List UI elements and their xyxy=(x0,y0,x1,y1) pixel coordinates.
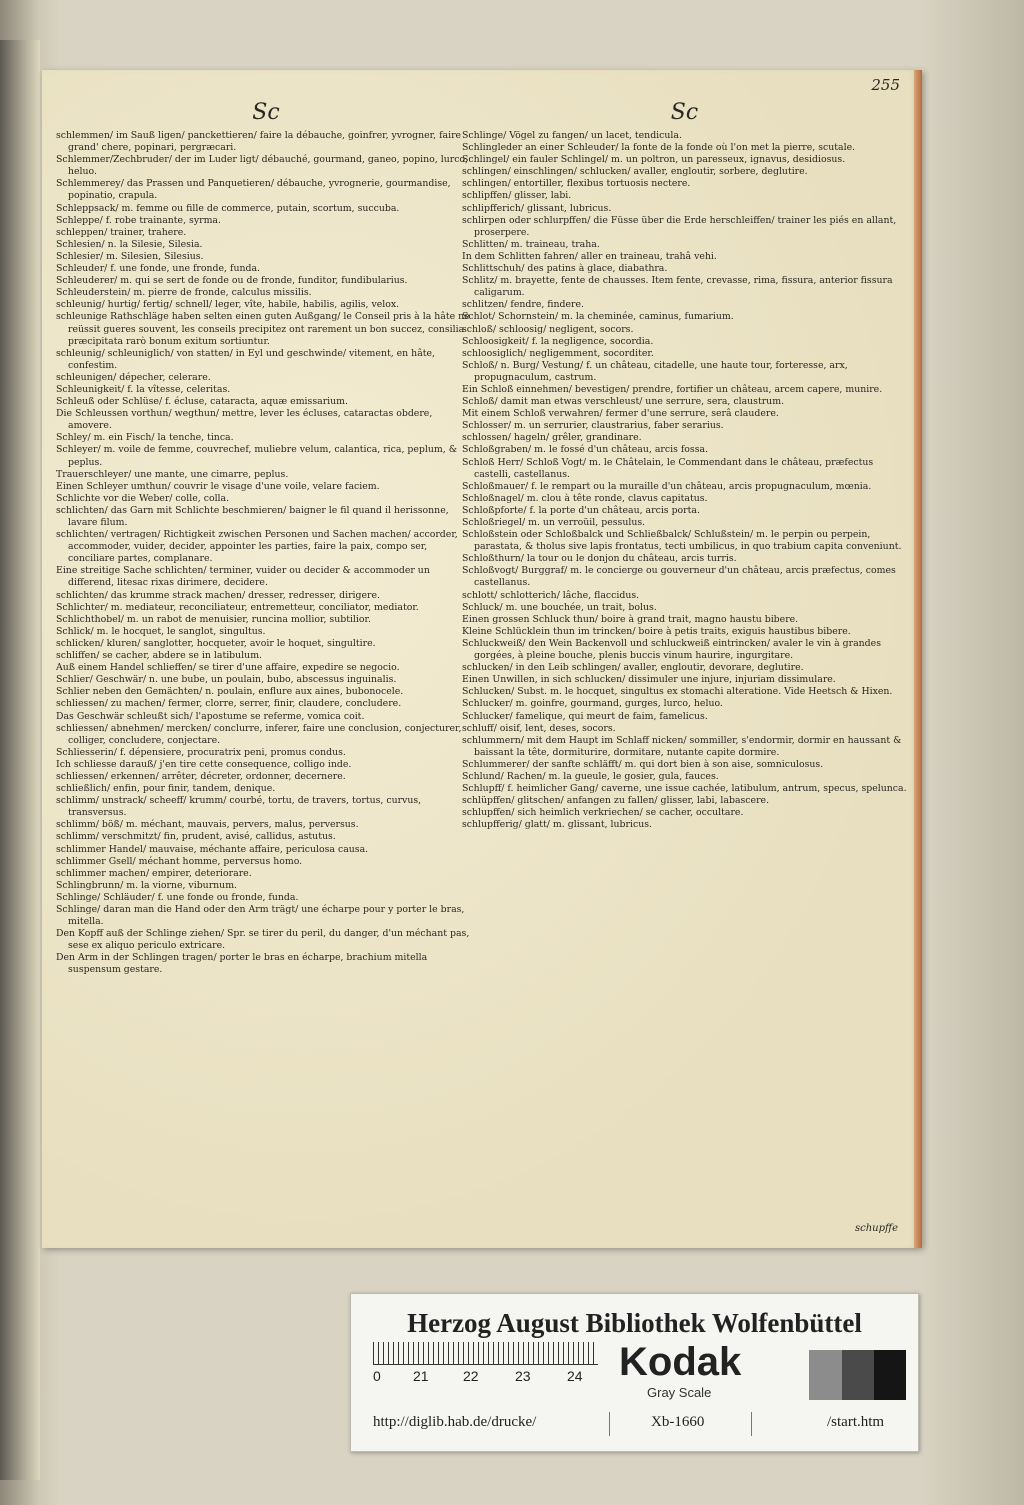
dictionary-entry: Schlier/ Geschwär/ n. une bube, un poulain, bubo, abscessus inguinalis. xyxy=(56,674,397,686)
gray-swatch xyxy=(874,1350,906,1400)
dictionary-entry: schlimmer machen/ empirer, deteriorare. xyxy=(56,867,252,879)
ruler-label: 22 xyxy=(463,1368,479,1384)
dictionary-entry: Schleuß oder Schlüse/ f. écluse, cataracta, aquæ emissarium. xyxy=(56,396,349,408)
dictionary-entry: Die Schleussen vorthun/ wegthun/ mettre, lever les écluses, cataractas obdere, amovere. xyxy=(56,408,433,432)
left-column xyxy=(56,100,476,977)
ruler-label: 21 xyxy=(413,1368,429,1384)
ruler-label: 24 xyxy=(567,1368,583,1384)
dictionary-entry: Schlosser/ m. un serrurier, claustrarius, faber serarius. xyxy=(462,420,724,432)
gray-scale-label: Gray Scale xyxy=(647,1385,712,1400)
dictionary-entry: Schleuderer/ m. qui se sert de fonde ou de fronde, funditor, fundibularius. xyxy=(56,275,408,287)
dictionary-entry: Schloosigkeit/ f. la negligence, socordia. xyxy=(462,335,654,347)
dictionary-entry: Schlinge/ daran man die Hand oder den Arm trägt/ une écharpe pour y porter le bras, mitella. xyxy=(56,904,465,928)
dictionary-entry: Schlick/ m. le hocquet, le sanglot, singultus. xyxy=(56,625,266,637)
dictionary-entry: schliessen/ abnehmen/ mercken/ conclurre, inferer, faire une conclusion, conjecturer, colliger, concludere, conjectare. xyxy=(56,722,462,746)
dictionary-entry: Den Kopff auß der Schlinge ziehen/ Spr. se tirer du peril, du danger, d'un méchant pas, sese ex aliquo periculo extricare. xyxy=(56,928,470,952)
dictionary-entry: schlichten/ vertragen/ Richtigkeit zwischen Personen und Sachen machen/ accorder, accommoder, vuider, decider, appointer les parties, faire la paix, compo ser, conciliare partes, complanare. xyxy=(56,529,458,565)
left-entry-list xyxy=(56,130,476,977)
dictionary-entry: Schlitz/ m. brayette, fente de chausses. Item fente, crevasse, rima, fissura, anterior fissura caligarum. xyxy=(462,275,893,299)
right-column-header: Sc xyxy=(670,100,699,125)
dictionary-entry: Schloß/ damit man etwas verschleust/ une serrure, sera, claustrum. xyxy=(462,396,785,408)
dictionary-entry: Schlichter/ m. mediateur, reconciliateur, entremetteur, conciliator, mediator. xyxy=(56,601,419,613)
dictionary-entry: Schleyer/ m. voile de femme, couvrechef, muliebre velum, calantica, rica, peplum, & peplus. xyxy=(56,444,458,468)
dictionary-entry: Auß einem Handel schlieffen/ se tirer d'une affaire, expedire se negocio. xyxy=(56,662,400,674)
page-number: 255 xyxy=(871,76,900,94)
dictionary-entry: schliessen/ zu machen/ fermer, clorre, serrer, finir, claudere, concludere. xyxy=(56,698,402,710)
dictionary-entry: schlichten/ das Garn mit Schlichte beschmieren/ baigner le fil quand il herissonne, lavare filum. xyxy=(56,504,449,528)
dictionary-entry: Kleine Schlücklein thun im trincken/ boire à petis traits, exiguis haustibus bibere. xyxy=(462,625,851,637)
dictionary-entry: schlimmer Handel/ mauvaise, méchante affaire, periculosa causa. xyxy=(56,843,369,855)
dictionary-entry: schlimm/ verschmitzt/ fin, prudent, avisé, callidus, astutus. xyxy=(56,831,336,843)
dictionary-entry: Schleppe/ f. robe trainante, syrma. xyxy=(56,214,221,226)
dictionary-entry: Schlingel/ ein fauler Schlingel/ m. un poltron, un paresseux, ignavus, desidiosus. xyxy=(462,154,846,166)
dictionary-entry: Schloßriegel/ m. un verroüil, pessulus. xyxy=(462,517,646,528)
dictionary-entry: Schloßthurn/ la tour ou le donjon du château, arcis turris. xyxy=(462,553,737,565)
shelfmark: Xb-1660 xyxy=(651,1414,705,1430)
dictionary-entry: schlirpen oder schlurpffen/ die Füsse über die Erde herschleiffen/ trainer les piés en allant, proserpere. xyxy=(462,214,897,238)
right-column xyxy=(462,100,907,831)
dictionary-entry: Schlier neben den Gemächten/ n. poulain, enflure aux aines, bubonocele. xyxy=(56,686,404,698)
gray-swatch xyxy=(809,1350,842,1400)
divider xyxy=(609,1412,610,1436)
library-title: Herzog August Bibliothek Wolfenbüttel xyxy=(407,1308,862,1338)
divider xyxy=(751,1412,752,1436)
dictionary-entry: schlimm/ böß/ m. méchant, mauvais, pervers, malus, perversus. xyxy=(56,819,359,831)
ruler-ticks xyxy=(373,1342,598,1364)
dictionary-entry: Trauerschleyer/ une mante, une cimarre, peplus. xyxy=(56,468,289,480)
dictionary-entry: schleppen/ trainer, trahere. xyxy=(56,226,187,238)
dictionary-entry: Schlesier/ m. Silesien, Silesius. xyxy=(56,250,204,262)
dictionary-entry: Einen Unwillen, in sich schlucken/ dissimuler une injure, injuriam dissimulare. xyxy=(462,674,836,686)
dictionary-entry: Einen grossen Schluck thun/ boire à grand trait, magno haustu bibere. xyxy=(462,613,799,625)
gray-swatch xyxy=(842,1350,874,1400)
dictionary-entry: schlossen/ hageln/ grêler, grandinare. xyxy=(462,432,642,444)
gray-scale-swatches xyxy=(809,1350,906,1400)
dictionary-entry: Schluckweiß/ den Wein Backenvoll und schluckweiß eintrincken/ avaler le vin à grandes gorgées, à pleine bouche, plenis buccis vinum haurire, ingurgitare. xyxy=(462,637,881,662)
page-edge xyxy=(914,70,922,1248)
ruler xyxy=(373,1342,598,1382)
previous-page-edge xyxy=(0,40,40,1480)
dictionary-entry: schließlich/ enfin, pour finir, tandem, denique. xyxy=(56,783,276,795)
dictionary-entry: Das Geschwär schleußt sich/ l'apostume se referme, vomica coit. xyxy=(56,710,365,722)
dictionary-entry: Schluck/ m. une bouchée, un trait, bolus. xyxy=(462,601,657,613)
library-url: http://diglib.hab.de/drucke/ xyxy=(373,1414,537,1430)
dictionary-entry: Schlucker/ famelique, qui meurt de faim, famelicus. xyxy=(462,710,708,722)
dictionary-entry: Schlesien/ n. la Silesie, Silesia. xyxy=(56,238,203,250)
dictionary-entry: schliffen/ se cacher, abdere se in latibulum. xyxy=(56,650,263,662)
dictionary-entry: Schloßvogt/ Burggraf/ m. le concierge ou gouverneur d'un château, arcis præfectus, comes castellanus. xyxy=(462,565,896,589)
dictionary-entry: Schloßgraben/ m. le fossé d'un château, arcis fossa. xyxy=(462,444,709,456)
dictionary-entry: Ein Schloß einnehmen/ bevestigen/ prendre, fortifier un château, arcem capere, munire. xyxy=(462,383,883,395)
dictionary-entry: Schleunigkeit/ f. la vîtesse, celeritas. xyxy=(56,383,231,395)
kodak-logo: Kodak xyxy=(619,1340,742,1384)
dictionary-entry: schlichten/ das krumme strack machen/ dresser, redresser, dirigere. xyxy=(56,589,381,601)
dictionary-entry: Schleppsack/ m. femme ou fille de commerce, putain, scortum, succuba. xyxy=(56,202,400,214)
dictionary-entry: Schlot/ Schornstein/ m. la cheminée, caminus, fumarium. xyxy=(462,311,734,323)
dictionary-entry: Schloß/ n. Burg/ Vestung/ f. un château, citadelle, une haute tour, forteresse, arx, propugnaculum, castrum. xyxy=(462,359,848,383)
dictionary-entry: Einen Schleyer umthun/ couvrir le visage d'une voile, velare faciem. xyxy=(56,480,380,492)
dictionary-entry: Schlemmer/Zechbruder/ der im Luder ligt/ débauché, gourmand, ganeo, popino, lurco, heluo. xyxy=(56,154,469,178)
dictionary-entry: schlucken/ in den Leib schlingen/ avaller, engloutir, devorare, deglutire. xyxy=(462,662,804,674)
dictionary-entry: Schloß Herr/ Schloß Vogt/ m. le Châtelain, le Commendant dans le château, præfectus castelli, castellanus. xyxy=(462,456,874,480)
dictionary-entry: Schleuder/ f. une fonde, une fronde, funda. xyxy=(56,263,261,275)
dictionary-entry: Schlemmerey/ das Prassen und Panquetieren/ débauche, yvrognerie, gourmandise, popinatio, crapula. xyxy=(56,178,451,202)
dictionary-entry: Mit einem Schloß verwahren/ fermer d'une serrure, serâ claudere. xyxy=(462,408,779,420)
dictionary-entry: schloosiglich/ negligemment, socorditer. xyxy=(462,347,654,359)
dictionary-entry: schleunigen/ dépecher, celerare. xyxy=(56,371,211,383)
dictionary-entry: schlimm/ unstrack/ scheeff/ krumm/ courbé, tortu, de travers, tortus, curvus, transversus. xyxy=(56,795,422,819)
dictionary-entry: Schlingleder an einer Schleuder/ la fonte de la fonde où l'on met la pierre, scutale. xyxy=(462,142,856,154)
dictionary-entry: schlott/ schlotterich/ lâche, flaccidus. xyxy=(462,589,640,601)
url-suffix: /start.htm xyxy=(827,1414,885,1430)
dictionary-entry: Schley/ m. ein Fisch/ la tenche, tinca. xyxy=(56,432,234,444)
dictionary-entry: schlimmer Gsell/ méchant homme, perversus homo. xyxy=(56,855,303,867)
dictionary-entry: Schlinge/ Vögel zu fangen/ un lacet, tendicula. xyxy=(462,130,682,141)
dictionary-entry: Eine streitige Sache schlichten/ terminer, vuider ou decider & accommoder un differend, litesac rixas dirimere, decidere. xyxy=(56,565,430,589)
ruler-label: 23 xyxy=(515,1368,531,1384)
book-page xyxy=(42,70,922,1248)
dictionary-entry: Schloßpforte/ f. la porte d'un château, arcis porta. xyxy=(462,504,700,516)
dictionary-entry: schlupffen/ sich heimlich verkriechen/ se cacher, occultare. xyxy=(462,807,744,819)
left-column-header: Sc xyxy=(252,100,280,125)
dictionary-entry: Schloßnagel/ m. clou à tête ronde, clavus capitatus. xyxy=(462,492,708,504)
dictionary-entry: Schlichte vor die Weber/ colle, colla. xyxy=(56,492,230,504)
dictionary-entry: Schlucker/ m. goinfre, gourmand, gurges, lurco, heluo. xyxy=(462,698,723,710)
dictionary-entry: Schloßmauer/ f. le rempart ou la muraille d'un château, arcis propugnaculum, mœnia. xyxy=(462,480,872,492)
dictionary-entry: schlingen/ entortiller, flexibus tortuosis nectere. xyxy=(462,178,691,190)
dictionary-entry: Ich schliesse darauß/ j'en tire cette consequence, colligo inde. xyxy=(56,758,352,770)
dictionary-entry: Schlund/ Rachen/ m. la gueule, le gosier, gula, fauces. xyxy=(462,770,719,782)
dictionary-entry: Den Arm in der Schlingen tragen/ porter le bras en écharpe, brachium mitella suspensum gestare. xyxy=(56,952,428,976)
dictionary-entry: schleunige Rathschläge haben selten einen guten Außgang/ le Conseil pris à la hâte ne reüssit gueres souvent, les conseils precipitez ont rarement un bon succez, consilia præcipitata rarò bonum exitum sortiuntur. xyxy=(56,311,470,347)
dictionary-entry: Schlupff/ f. heimlicher Gang/ caverne, une issue cachée, latibulum, antrum, specus, spelunca. xyxy=(462,783,907,795)
catchword: schupffe xyxy=(854,1223,898,1234)
dictionary-entry: schlingen/ einschlingen/ schlucken/ avaller, engloutir, sorbere, deglutire. xyxy=(462,166,808,178)
dictionary-entry: schluff/ oisif, lent, deses, socors. xyxy=(462,722,616,734)
dictionary-entry: schlipffen/ glisser, labi. xyxy=(462,190,572,202)
dictionary-entry: Schloßstein oder Schloßbalck und Schließbalck/ Schlußstein/ m. le perpin ou perpein, parastata, & tholus sive lapis frontatus, tecti umbilicus, in quo trabium capita conveniunt. xyxy=(462,529,902,553)
dictionary-entry: Schlinge/ Schläuder/ f. une fonde ou fronde, funda. xyxy=(56,891,299,903)
dictionary-entry: schloß/ schloosig/ negligent, socors. xyxy=(462,323,634,335)
dictionary-entry: schlupfferig/ glatt/ m. glissant, lubricus. xyxy=(462,819,653,831)
dictionary-entry: schlitzen/ fendre, findere. xyxy=(462,299,585,311)
dictionary-entry: schlipfferich/ glissant, lubricus. xyxy=(462,202,612,214)
ruler-label: 0 xyxy=(373,1368,381,1384)
dictionary-entry: schliessen/ erkennen/ arrêter, décreter, ordonner, decernere. xyxy=(56,770,346,782)
dictionary-entry: Schlucken/ Subst. m. le hocquet, singultus ex stomachi alteratione. Vide Heetsch & Hixen. xyxy=(462,686,893,698)
dictionary-entry: Schliesserin/ f. dépensiere, procuratrix peni, promus condus. xyxy=(56,746,346,758)
dictionary-entry: Schlummerer/ der sanfte schläfft/ m. qui dort bien à son aise, somniculosus. xyxy=(462,758,824,770)
dictionary-entry: schlummern/ mit dem Haupt im Schlaff nicken/ sommiller, s'endormir, dormir en haussant & baissant la tête, dormiturire, dormitare, nutante capite dormire. xyxy=(462,734,902,758)
dictionary-entry: Schlittschuh/ des patins à glace, diabathra. xyxy=(462,263,668,275)
dictionary-entry: schleunig/ hurtig/ fertig/ schnell/ leger, vîte, habile, habilis, agilis, velox. xyxy=(56,299,400,311)
right-entry-list xyxy=(462,130,907,831)
dictionary-entry: Schlingbrunn/ m. la viorne, viburnum. xyxy=(56,879,238,891)
ruler-baseline xyxy=(373,1364,598,1365)
dictionary-entry: schlicken/ kluren/ sanglotter, hocqueter, avoir le hoquet, singultire. xyxy=(56,637,376,649)
dictionary-entry: schleunig/ schleuniglich/ von statten/ in Eyl und geschwinde/ vitement, en hâte, confestim. xyxy=(56,347,436,371)
dictionary-entry: In dem Schlitten fahren/ aller en traineau, trahâ vehi. xyxy=(462,250,717,262)
dictionary-entry: schlemmen/ im Sauß ligen/ panckettieren/ faire la débauche, goinfrer, yvrogner, faire grand' chere, popinari, pergræcari. xyxy=(56,130,462,154)
dictionary-entry: Schlitten/ m. traineau, traha. xyxy=(462,238,600,250)
dictionary-entry: Schlichthobel/ m. un rabot de menuisier, runcina mollior, subtilior. xyxy=(56,613,371,625)
dictionary-entry: schlüpffen/ glitschen/ anfangen zu fallen/ glisser, labi, labascere. xyxy=(462,795,770,807)
color-target-card xyxy=(350,1293,919,1452)
dictionary-entry: Schleuderstein/ m. pierre de fronde, calculus missilis. xyxy=(56,287,312,299)
